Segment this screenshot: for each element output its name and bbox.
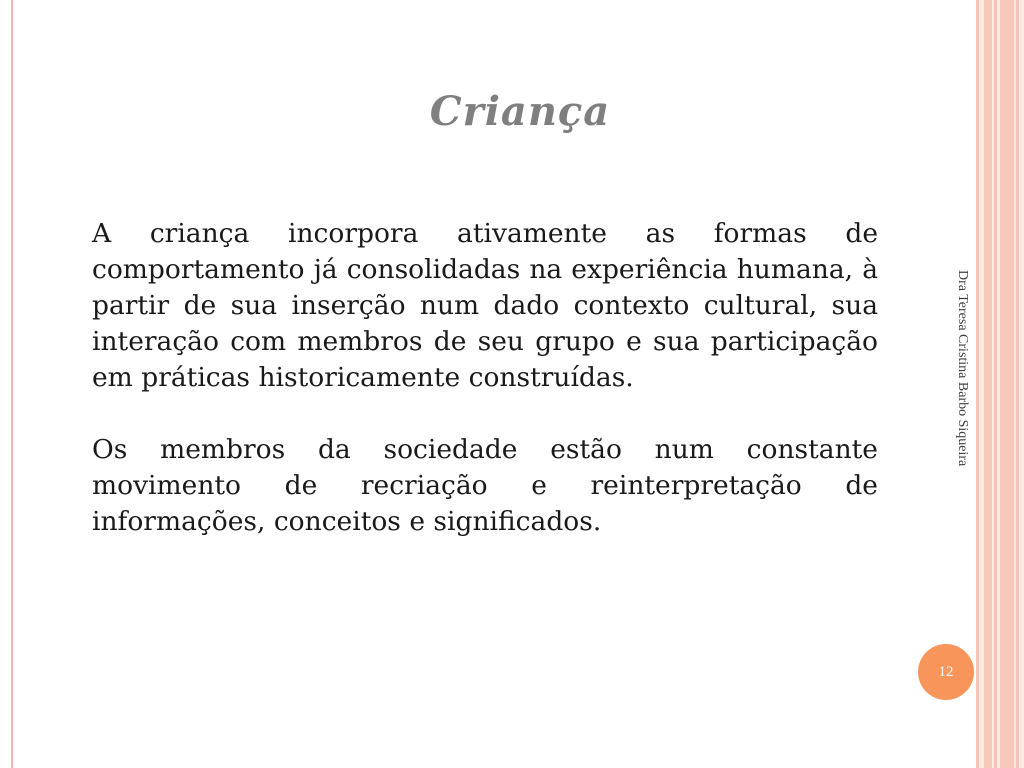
body-paragraph: A criança incorpora ativamente as formas de comportamento já consolidadas na experiência humana, à partir de sua inserção num dado contexto cultural, sua interação com membros de seu grupo e sua participação em práticas historicamente construídas. [92,218,878,393]
right-stripe [1000,0,1014,768]
slide-body [92,216,878,576]
author-footer: Dra Teresa Cristina Barbo Siqueira [955,270,970,467]
right-stripe [976,0,979,768]
page-number-badge: 12 [918,644,974,700]
right-stripe [1016,0,1019,768]
slide-title: Criança [429,88,611,135]
right-stripe [984,0,992,768]
body-paragraph: Os membros da sociedade estão num constante movimento de recriação e reinterpretação de informações, conceitos e significados. [92,434,878,537]
left-border-line [11,0,13,768]
right-stripe [994,0,997,768]
